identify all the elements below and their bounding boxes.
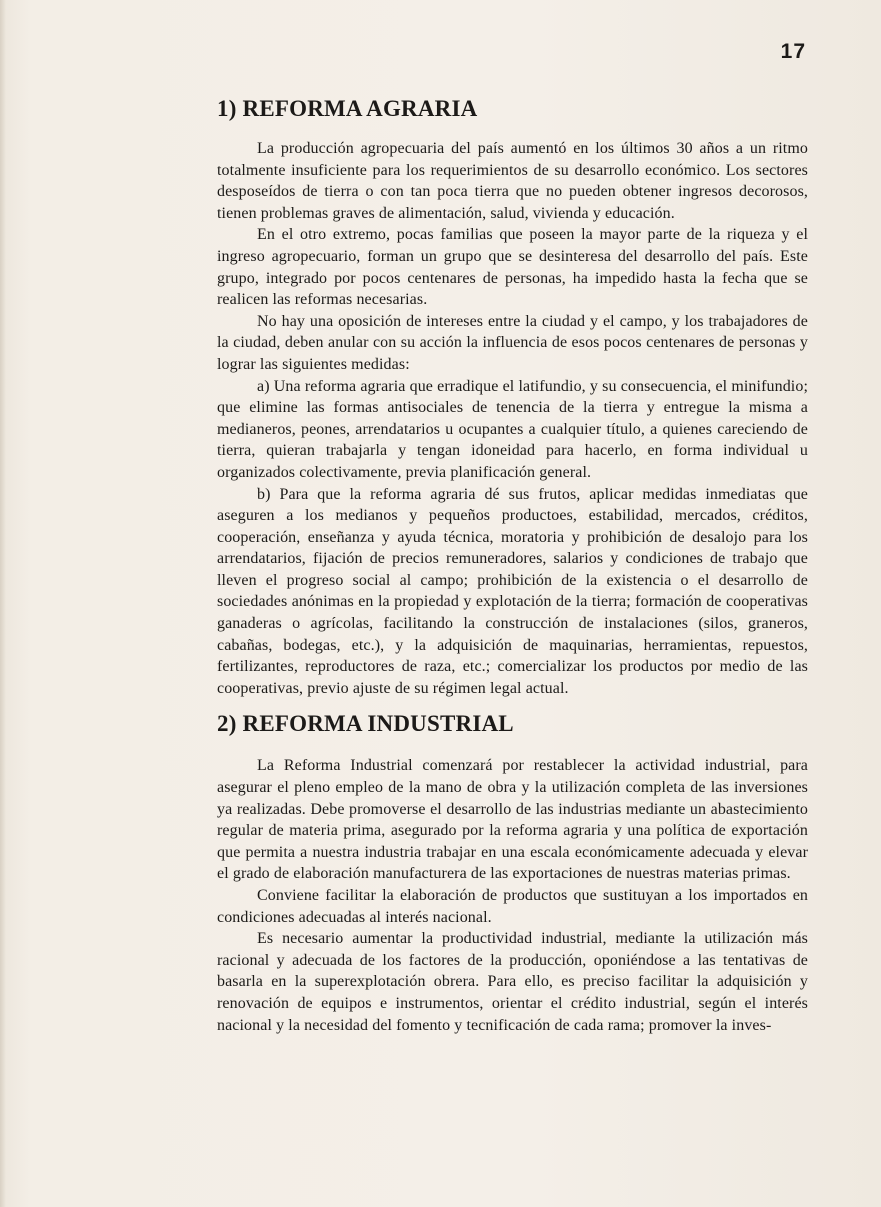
- page-number: 17: [780, 40, 806, 63]
- paragraph: Es necesario aumentar la productividad industrial, mediante la utilización más racional y adecuada de los factores de la producción, oponiéndose a las tentativas de basarla en la superexplotación obrera. Para ello, es preciso facilitar la adquisición y renovación de equipos e instrumentos, orientar el crédito industrial, según el interés nacional y la necesidad del fomento y tecnificación de cada rama; promover la inves-: [217, 930, 808, 1034]
- paragraph: Conviene facilitar la elaboración de productos que sustituyan a los importados en condiciones adecuadas al interés nacional.: [217, 887, 808, 926]
- paragraph: En el otro extremo, pocas familias que poseen la mayor parte de la riqueza y el ingreso agropecuario, forman un grupo que se desinteresa del desarrollo del país. Este grupo, integrado por pocos centenares de personas, ha impedido hasta la fecha que se realicen las reformas necesarias.: [217, 226, 808, 309]
- section-title-reforma-industrial: 2) REFORMA INDUSTRIAL: [217, 711, 514, 737]
- paragraph: b) Para que la reforma agraria dé sus frutos, aplicar medidas inmediatas que aseguren a los medianos y pequeños productoes, estabilidad, mercados, créditos, cooperación, enseñanza y ayuda técnica, moratoria y prohibición de desalojo para los arrendatarios, fijación de precios remuneradores, salarios y condiciones de trabajo que lleven el progreso social al campo; prohibición de la existencia o el desarrollo de sociedades anónimas en la propiedad y explotación de la tierra; formación de cooperativas ganaderas o agrícolas, facilitando la construcción de instalaciones (silos, graneros, cabañas, bodegas, etc.), y la adquisición de maquinarias, herramientas, repuestos, fertilizantes, reproductores de raza, etc.; comercializar los productos por medio de las cooperativas, previo ajuste de su régimen legal actual.: [217, 485, 808, 697]
- page-edge-shadow: [0, 0, 6, 1207]
- section-title-reforma-agraria: 1) REFORMA AGRARIA: [217, 96, 478, 121]
- paragraph: a) Una reforma agraria que erradique el latifundio, y su consecuencia, el minifundio; que elimine las formas antisociales de tenencia de la tierra y entregue la misma a medianeros, peones, arrendatarios u ocupantes a cualquier título, a quienes careciendo de tierra, quieran trabajarla y tengan idoneidad para hacerlo, en forma individual u organizados colectivamente, previa planificación general.: [217, 377, 808, 481]
- paragraph: No hay una oposición de intereses entre la ciudad y el campo, y los trabajadores de la ciudad, deben anular con su acción la influencia de esos pocos centenares de personas y lograr las siguientes medidas:: [217, 312, 808, 373]
- paragraph: La Reforma Industrial comenzará por restablecer la actividad industrial, para asegurar el pleno empleo de la mano de obra y la utilización completa de las inversiones ya realizadas. Debe promoverse el desarrollo de las industrias mediante un abastecimiento regular de materia prima, asegurado por la reforma agraria y una política de exportación que permita a nuestra industria trabajar en una escala económicamente adecuada y elevar el grado de elaboración manufacturera de las exportaciones de nuestras materias primas.: [217, 757, 808, 883]
- paragraph: La producción agropecuaria del país aumentó en los últimos 30 años a un ritmo totalmente insuficiente para los requerimientos de su desarrollo económico. Los sectores desposeídos de tierra o con tan poca tierra que no pueden obtener ingresos decorosos, tienen problemas graves de alimentación, salud, vivienda y educación.: [217, 140, 808, 222]
- page-content: [217, 94, 808, 1036]
